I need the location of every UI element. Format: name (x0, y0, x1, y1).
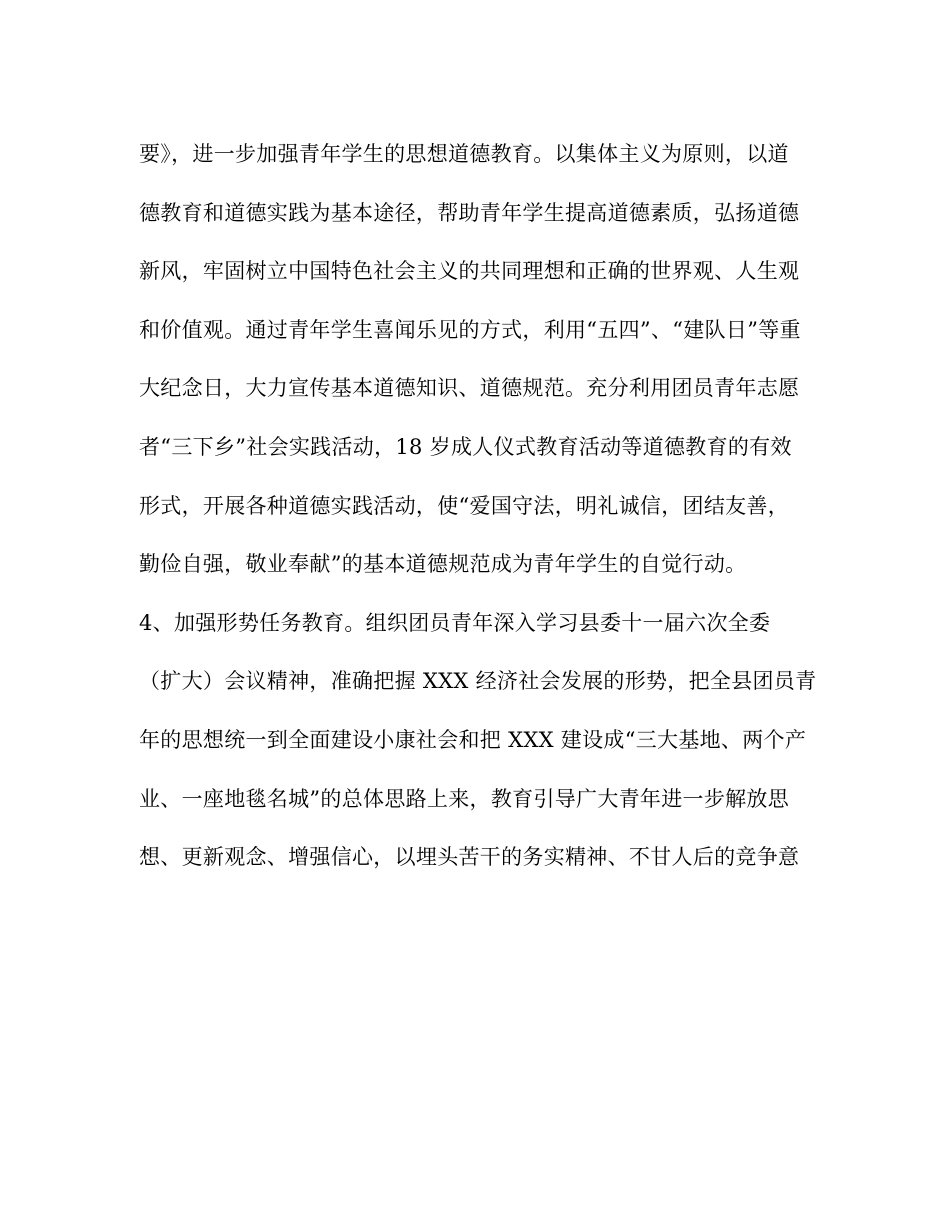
text-line: 业、一座地毯名城”的总体思路上来，教育引导广大青年进一步解放思 (139, 786, 790, 811)
text-line: 形式，开展各种道德实践活动，使“爱国守法，明礼诚信，团结友善， (139, 493, 790, 518)
text-line: 大纪念日，大力宣传基本道德知识、道德规范。充分利用团员青年志愿 (139, 376, 800, 401)
text-line: 和价值观。通过青年学生喜闻乐见的方式，利用“五四”、“建队日”等重 (139, 317, 801, 342)
text-line: 要》，进一步加强青年学生的思想道德教育。以集体主义为原则，以道 (139, 142, 789, 166)
text-line: 德教育和道德实践为基本途径，帮助青年学生提高道德素质，弘扬道德 (139, 200, 800, 225)
text-line: 新风，牢固树立中国特色社会主义的共同理想和正确的世界观、人生观 (139, 259, 800, 284)
body-text (139, 131, 819, 893)
text-line: 4、加强形势任务教育。组织团员青年深入学习县委十一届六次全委 (139, 610, 771, 635)
text-line: 年的思想统一到全面建设小康社会和把 XXX 建设成“三大基地、两个产 (139, 727, 807, 752)
text-line: 想、更新观念、增强信心，以埋头苦干的务实精神、不甘人后的竞争意 (139, 845, 800, 870)
text-line: 者“三下乡”社会实践活动，18 岁成人仪式教育活动等道德教育的有效 (139, 434, 792, 459)
text-line: （扩大）会议精神，准确把握 XXX 经济社会发展的形势，把全县团员青 (139, 669, 817, 694)
text-line: 勤俭自强，敬业奉献”的基本道德规范成为青年学生的自觉行动。 (139, 552, 747, 577)
